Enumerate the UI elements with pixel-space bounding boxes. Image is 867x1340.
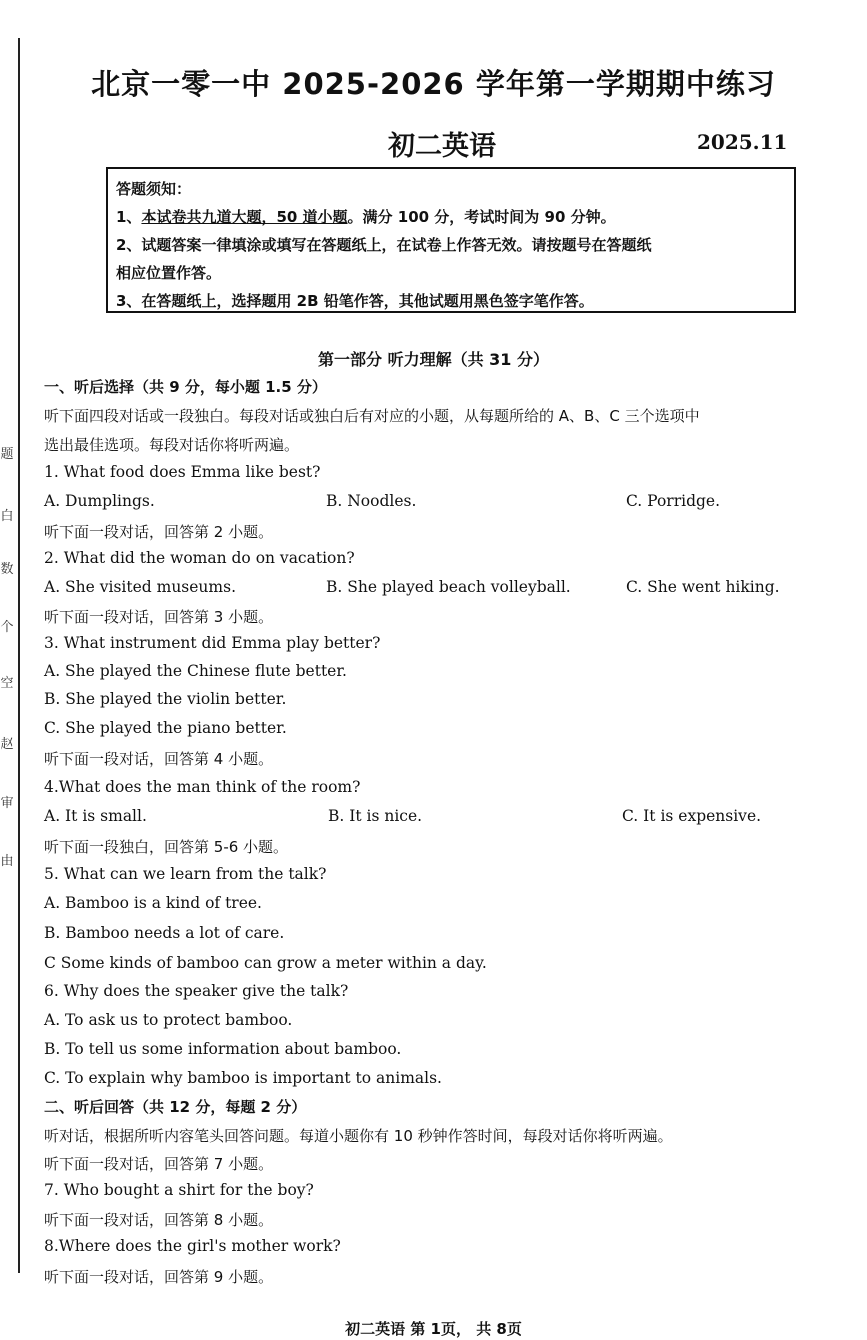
margin-char: 空 [0,676,14,691]
q5-option-a: A. Bamboo is a kind of tree. [44,894,262,912]
prompt-q5-6: 听下面一段独白，回答第 5-6 小题。 [44,838,289,856]
section1-title: 一、听后选择（共 9 分，每小题 1.5 分） [44,378,327,396]
exam-title: 北京一零一中 2025-2026 学年第一学期期中练习 [91,67,776,101]
prompt-q2: 听下面一段对话，回答第 2 小题。 [44,523,274,541]
notice-item-1 [116,203,786,231]
q6-option-b: B. To tell us some information about bamboo. [44,1040,402,1058]
notice-item-2: 2、试题答案一律填涂或填写在答题纸上，在试卷上作答无效。请按题号在答题纸 [116,236,652,254]
part1-title: 第一部分 听力理解（共 31 分） [318,350,549,369]
q6-stem: 6. Why does the speaker give the talk? [44,982,349,1000]
q4-option-b: B. It is nice. [328,807,423,825]
q3-option-b: B. She played the violin better. [44,690,287,708]
q1-option-b: B. Noodles. [326,492,417,510]
margin-char: 由 [0,854,14,869]
margin-char: 个 [0,620,14,635]
q4-option-c: C. It is expensive. [622,807,762,825]
q1-option-c: C. Porridge. [626,492,721,510]
notice-item-3: 3、在答题纸上，选择题用 2B 铅笔作答，其他试题用黑色签字笔作答。 [116,292,594,310]
q2-option-c: C. She went hiking. [626,578,780,596]
notice-item-1-rest: 。满分 100 分，考试时间为 90 分钟。 [347,208,616,226]
q4-stem: 4.What does the man think of the room? [44,778,361,796]
margin-char: 赵 [0,737,14,752]
notice-item-1-prefix: 1、 [116,208,142,226]
q2-option-a: A. She visited museums. [44,578,236,596]
exam-subject: 初二英语 [388,131,496,162]
prompt-q4: 听下面一段对话，回答第 4 小题。 [44,750,274,768]
notice-box [106,167,796,313]
prompt-q7: 听下面一段对话，回答第 7 小题。 [44,1155,274,1173]
q6-option-c: C. To explain why bamboo is important to animals. [44,1069,442,1087]
prompt-q8: 听下面一段对话，回答第 8 小题。 [44,1211,274,1229]
margin-char: 数 [0,562,14,577]
q3-option-a: A. She played the Chinese flute better. [44,662,347,680]
q1-option-a: A. Dumplings. [44,492,155,510]
section2-title: 二、听后回答（共 12 分，每题 2 分） [44,1098,307,1116]
binding-line [18,38,20,1273]
q7-stem: 7. Who bought a shirt for the boy? [44,1181,314,1199]
notice-item-1-underlined: 本试卷共九道大题，50 道小题 [141,208,348,226]
q3-option-c: C. She played the piano better. [44,719,287,737]
q4-option-a: A. It is small. [44,807,147,825]
section2-instruction: 听对话，根据所听内容笔头回答问题。每道小题你有 10 秒钟作答时间，每段对话你将听两遍。 [44,1127,673,1145]
exam-date: 2025.11 [697,130,788,154]
q5-stem: 5. What can we learn from the talk? [44,865,327,883]
margin-char: 白 [0,509,14,524]
q3-stem: 3. What instrument did Emma play better? [44,634,381,652]
section1-instruction: 听下面四段对话或一段独白。每段对话或独白后有对应的小题，从每题所给的 A、B、C 三个选项中 [44,407,700,425]
q6-option-a: A. To ask us to protect bamboo. [44,1011,293,1029]
section1-instruction-cont: 选出最佳选项。每段对话你将听两遍。 [44,436,300,454]
prompt-q3: 听下面一段对话，回答第 3 小题。 [44,608,274,626]
q8-stem: 8.Where does the girl's mother work? [44,1237,341,1255]
margin-char: 题 [0,447,14,462]
q5-option-b: B. Bamboo needs a lot of care. [44,924,285,942]
q2-stem: 2. What did the woman do on vacation? [44,549,355,567]
margin-char: 审 [0,796,14,811]
q2-option-b: B. She played beach volleyball. [326,578,571,596]
q1-stem: 1. What food does Emma like best? [44,463,321,481]
q5-option-c: C Some kinds of bamboo can grow a meter within a day. [44,954,487,972]
prompt-q9: 听下面一段对话，回答第 9 小题。 [44,1268,274,1286]
notice-item-2-cont: 相应位置作答。 [116,264,222,282]
notice-heading: 答题须知： [116,180,192,198]
page-footer: 初二英语 第 1页， 共 8页 [345,1320,522,1338]
